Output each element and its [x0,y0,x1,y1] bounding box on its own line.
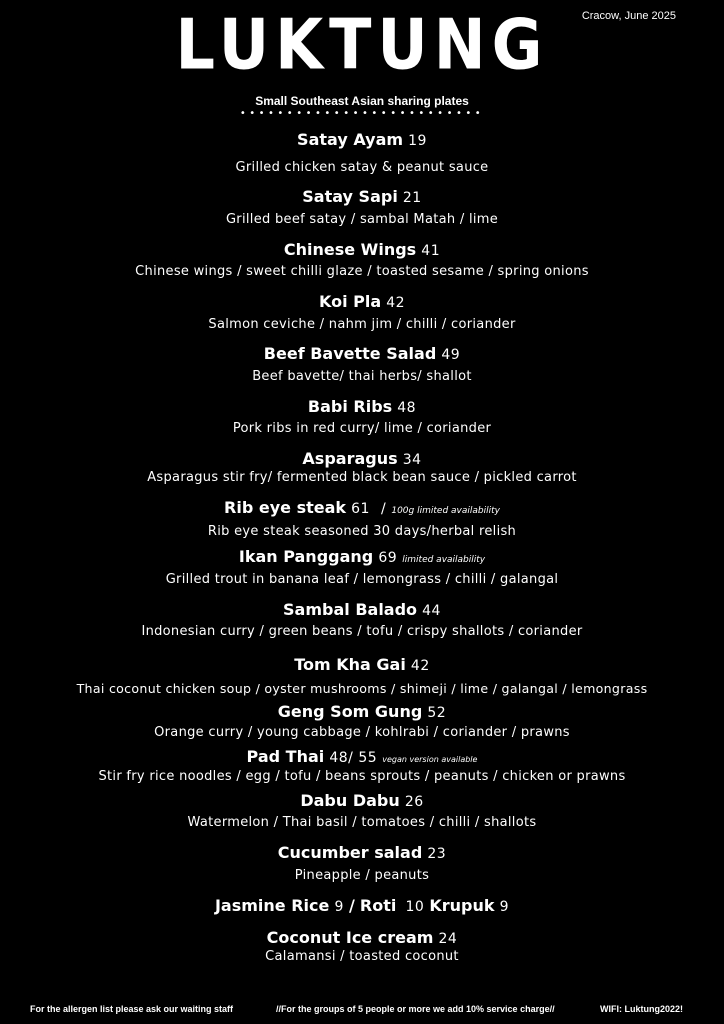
menu-item-name: Babi Ribs [307,397,393,416]
menu-item-price: 21 [402,190,422,206]
side-name: Jasmine Rice [214,896,330,915]
menu-item-price: 34 [402,452,422,468]
menu-item-description: Watermelon / Thai basil / tomatoes / chilli / shallots [187,815,537,830]
restaurant-logo: LUKTUNG [175,3,549,86]
menu-item-name: Dabu Dabu [300,791,400,810]
menu-item-price: 69 [378,550,398,566]
menu-item-note: 100g limited availability [391,506,500,516]
menu-item-sambal-balado [0,600,724,619]
menu-item-babi-ribs [0,397,724,416]
menu-item-name: Coconut Ice cream [266,928,434,947]
menu-item-description: Beef bavette/ thai herbs/ shallot [252,369,472,384]
menu-item-description: Grilled trout in banana leaf / lemongrass / chilli / galangal [165,572,559,587]
menu-item-name: Tom Kha Gai [294,655,406,674]
menu-item-price: 41 [421,243,441,259]
menu-item-name: Rib eye steak [224,498,347,517]
menu-item-description: Asparagus stir fry/ fermented black bean sauce / pickled carrot [147,470,577,485]
subtitle-divider: •••••••••••••••••••••••••• [239,108,485,119]
side-name: Krupuk [429,896,495,915]
side-price: 9 [334,899,344,915]
menu-item-name: Beef Bavette Salad [263,344,437,363]
menu-item-satay-sapi [0,187,724,206]
menu-item-price: 42 [386,295,406,311]
menu-item-name: Geng Som Gung [277,702,423,721]
menu-item-name: Sambal Balado [283,600,418,619]
menu-item-name: Satay Ayam [297,130,404,149]
menu-item-satay-ayam [0,130,724,149]
menu-item-price: 48 [397,400,417,416]
menu-item-description: Indonesian curry / green beans / tofu / crispy shallots / coriander [141,624,583,639]
menu-item-name: Chinese Wings [283,240,417,259]
menu-item-chinese-wings [0,240,724,259]
menu-item-pad-thai [0,747,724,766]
menu-item-price: 42 [410,658,430,674]
menu-item-price: 44 [422,603,441,619]
menu-item-note: limited availability [402,555,486,565]
menu-item-price: 52 [427,705,447,721]
menu-item-description: Chinese wings / sweet chilli glaze / toasted sesame / spring onions [135,264,589,279]
menu-item-price: 26 [404,794,424,810]
menu-item-description: Thai coconut chicken soup / oyster mushrooms / shimeji / lime / galangal / lemongrass [76,681,648,696]
footer-service-charge-note: //For the groups of 5 people or more we add 10% service charge// [276,1004,555,1014]
menu-item-tom-kha-gai [0,655,724,674]
menu-item-cucumber-salad [0,843,724,862]
menu-item-note: vegan version available [382,755,478,764]
menu-item-name: Asparagus [302,449,398,468]
menu-item-price: 61 [351,501,370,517]
menu-item-ikan-panggang [0,547,724,566]
menu-item-description: Salmon ceviche / nahm jim / chilli / coriander [208,317,516,332]
sides-separator: / [348,896,355,915]
menu-item-description: Grilled chicken satay & peanut sauce [235,160,489,175]
menu-item-price: 24 [438,931,458,947]
menu-item-name: Ikan Panggang [238,547,374,566]
menu-item-coconut-ice-cream [0,928,724,947]
menu-item-name: Pad Thai [246,747,325,766]
menu-item-description: Pork ribs in red curry/ lime / coriander [232,421,492,436]
menu-item-name: Koi Pla [318,292,382,311]
menu-item-beef-bavette-salad [0,344,724,363]
menu-item-description: Rib eye steak seasoned 30 days/herbal relish [207,524,517,539]
menu-item-price: 23 [427,846,447,862]
side-price: 10 [405,899,425,915]
menu-item-asparagus [0,449,724,468]
menu-item-price: 19 [408,133,427,149]
menu-item-description: Pineapple / peanuts [294,868,430,883]
side-price: 9 [499,899,510,915]
menu-item-price: 49 [441,347,461,363]
menu-item-description: Stir fry rice noodles / egg / tofu / beans sprouts / peanuts / chicken or prawns [98,769,626,784]
footer-wifi-info: WIFI: Luktung2022! [600,1004,683,1014]
menu-item-description: Calamansi / toasted coconut [265,949,459,964]
menu-item-price: 48/ 55 [329,750,378,766]
menu-item-name: Satay Sapi [302,187,398,206]
menu-item-description: Orange curry / young cabbage / kohlrabi / coriander / prawns [154,725,570,740]
footer-allergen-note: For the allergen list please ask our waiting staff [30,1004,234,1014]
side-name: Roti [359,896,397,915]
menu-sides [0,896,724,915]
menu-item-rib-eye-steak [0,498,724,517]
menu-item-separator: / [381,501,387,517]
menu-item-dabu-dabu [0,791,724,810]
menu-item-description: Grilled beef satay / sambal Matah / lime [225,212,499,227]
menu-item-koi-pla [0,292,724,311]
menu-item-name: Cucumber salad [277,843,423,862]
menu-subtitle: Small Southeast Asian sharing plates [255,94,469,108]
menu-item-geng-som-gung [0,702,724,721]
menu-date: Cracow, June 2025 [581,10,676,22]
